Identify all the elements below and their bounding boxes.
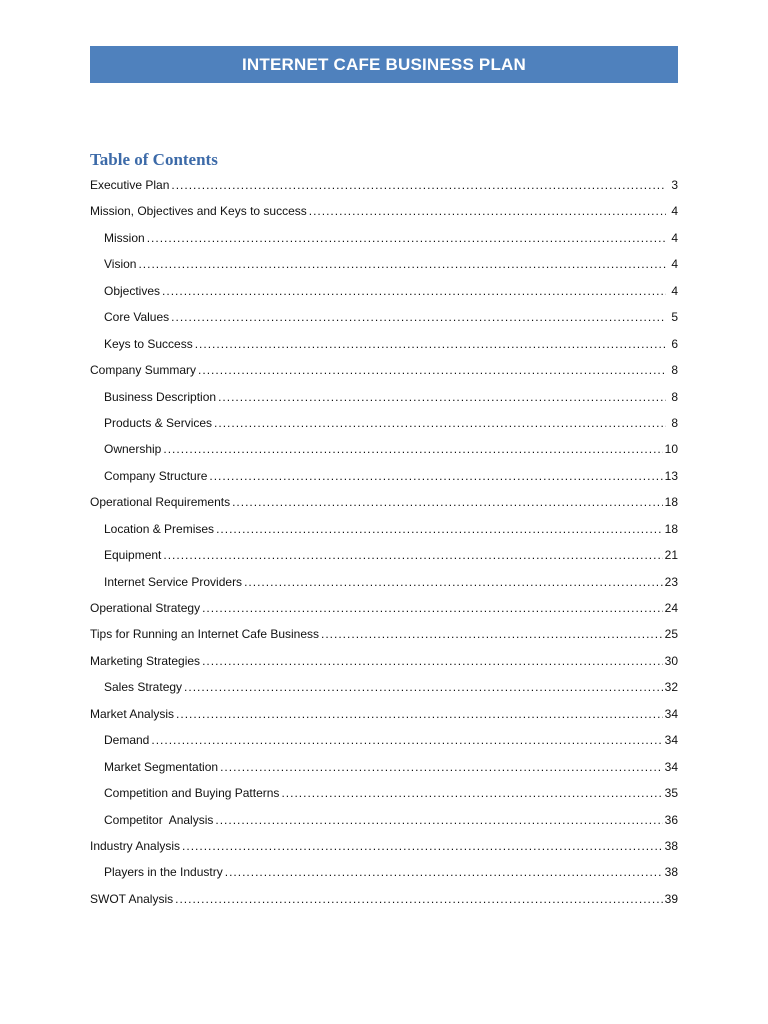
toc-entry-title[interactable]: Equipment [104,548,162,563]
toc-entry-page-number[interactable]: 34 [664,733,678,748]
toc-entry-title[interactable]: Operational Requirements [90,495,231,510]
toc-entry[interactable] [90,491,678,517]
toc-entry-page-number[interactable]: 38 [664,838,678,853]
toc-entry-title[interactable]: Market Segmentation [104,759,219,774]
toc-dot-leader [202,597,663,619]
toc-entry-page-number[interactable]: 18 [664,521,678,536]
toc-entry-title[interactable]: Demand [104,733,150,748]
toc-entry[interactable] [90,386,678,412]
toc-entry-title[interactable]: Sales Strategy [104,680,183,695]
toc-entry-page-number[interactable]: 8 [671,415,678,430]
toc-entry-title[interactable]: Objectives [104,283,161,298]
toc-dot-leader [138,253,666,275]
toc-entry-page-number[interactable]: 24 [664,601,678,615]
toc-dot-leader [151,729,662,751]
toc-entry-title[interactable]: Mission [104,230,145,245]
toc-dot-leader [182,835,663,857]
toc-entry-page-number[interactable]: 36 [664,812,678,827]
toc-entry-title[interactable]: Core Values [104,310,170,325]
toc-entry[interactable] [90,835,678,861]
toc-entry[interactable] [90,861,678,887]
toc-entry-title[interactable]: Operational Strategy [90,601,201,615]
toc-entry-title[interactable]: Executive Plan [90,178,170,192]
toc-entry-page-number[interactable]: 39 [664,891,678,906]
toc-entry-title[interactable]: Competitor Analysis [104,812,214,827]
toc-entry-title[interactable]: Vision [104,257,137,272]
toc-entry[interactable] [90,782,678,808]
toc-entry-title[interactable]: Market Analysis [90,706,175,721]
toc-entry-page-number[interactable]: 10 [664,442,678,457]
toc-entry[interactable] [90,438,678,464]
toc-entry-page-number[interactable]: 18 [664,495,678,510]
toc-entry[interactable] [90,597,678,623]
toc-entry[interactable] [90,200,678,226]
toc-entry-page-number[interactable]: 4 [671,283,678,298]
toc-entry[interactable] [90,253,678,279]
toc-dot-leader [218,386,666,408]
toc-entry[interactable] [90,333,678,359]
toc-entry-page-number[interactable]: 30 [664,653,678,668]
toc-entry-page-number[interactable]: 32 [664,680,678,695]
toc-dot-leader [198,359,666,381]
toc-entry[interactable] [90,729,678,755]
toc-entry[interactable] [90,676,678,702]
toc-entry-page-number[interactable]: 35 [664,786,678,801]
toc-entry[interactable] [90,703,678,729]
toc-entry-title[interactable]: Keys to Success [104,336,193,351]
toc-entry-page-number[interactable]: 6 [671,336,678,351]
toc-entry-title[interactable]: Location & Premises [104,521,215,536]
toc-entry-page-number[interactable]: 34 [664,759,678,774]
toc-dot-leader [220,756,663,778]
toc-dot-leader [232,491,663,513]
toc-entry-title[interactable]: Players in the Industry [104,865,223,880]
document-title-banner [90,46,678,83]
toc-dot-leader [214,412,666,434]
toc-entry-title[interactable]: Ownership [104,442,162,457]
toc-dot-leader [225,861,663,883]
toc-entry[interactable] [90,809,678,835]
toc-entry[interactable] [90,280,678,306]
toc-heading: Table of Contents [90,150,218,169]
toc-dot-leader [176,703,663,725]
toc-entry[interactable] [90,306,678,332]
toc-dot-leader [163,544,662,566]
toc-entry-title[interactable]: SWOT Analysis [90,891,174,906]
toc-entry-title[interactable]: Industry Analysis [90,838,181,853]
toc-entry[interactable] [90,623,678,649]
toc-dot-leader [162,280,666,302]
toc-entry-page-number[interactable]: 23 [664,574,678,589]
toc-dot-leader [195,333,666,355]
toc-entry-page-number[interactable]: 5 [671,310,678,325]
toc-entry[interactable] [90,227,678,253]
toc-entry-page-number[interactable]: 3 [671,178,678,192]
toc-dot-leader [209,465,662,487]
toc-entry-page-number[interactable]: 8 [671,363,678,378]
toc-entry[interactable] [90,650,678,676]
toc-dot-leader [184,676,663,698]
toc-entry[interactable] [90,465,678,491]
toc-entry-page-number[interactable]: 21 [664,548,678,563]
toc-entry[interactable] [90,756,678,782]
toc-entry-title[interactable]: Business Description [104,389,217,404]
toc-entry-page-number[interactable]: 13 [664,468,678,483]
document-title: INTERNET CAFE BUSINESS PLAN [241,54,527,74]
toc-dot-leader [281,782,662,804]
toc-entry-page-number[interactable]: 4 [671,204,678,219]
toc-entry-title[interactable]: Company Summary [90,363,197,378]
toc-entry[interactable] [90,518,678,544]
toc-entry-page-number[interactable]: 25 [664,627,678,642]
toc-entry-title[interactable]: Internet Service Providers [104,574,243,589]
toc-dot-leader [244,571,663,593]
toc-entry-title[interactable]: Products & Services [104,415,213,430]
table-of-contents [90,174,678,914]
toc-entry[interactable] [90,359,678,385]
toc-dot-leader [215,809,662,831]
toc-entry-title[interactable]: Marketing Strategies [90,653,201,668]
toc-dot-leader [147,227,666,249]
toc-entry[interactable] [90,544,678,570]
toc-entry-page-number[interactable]: 4 [671,230,678,245]
toc-entry-page-number[interactable]: 8 [671,389,678,404]
toc-dot-leader [216,518,663,540]
toc-dot-leader [321,623,663,645]
toc-dot-leader [163,438,662,460]
toc-entry-title[interactable]: Company Structure [104,468,208,483]
toc-entry-page-number[interactable]: 34 [664,706,678,721]
toc-entry[interactable] [90,174,678,200]
toc-entry-title[interactable]: Competition and Buying Patterns [104,786,280,801]
toc-dot-leader [171,306,666,328]
toc-entry-page-number[interactable]: 38 [664,865,678,880]
toc-dot-leader [171,174,666,196]
toc-entry-title[interactable]: Mission, Objectives and Keys to success [90,204,307,219]
toc-entry-title[interactable]: Tips for Running an Internet Cafe Business [90,627,320,642]
toc-dot-leader [309,200,666,222]
toc-entry-page-number[interactable]: 4 [671,257,678,272]
toc-entry[interactable] [90,571,678,597]
toc-dot-leader [202,650,663,672]
toc-entry[interactable] [90,888,678,914]
toc-dot-leader [175,888,663,910]
toc-entry[interactable] [90,412,678,438]
